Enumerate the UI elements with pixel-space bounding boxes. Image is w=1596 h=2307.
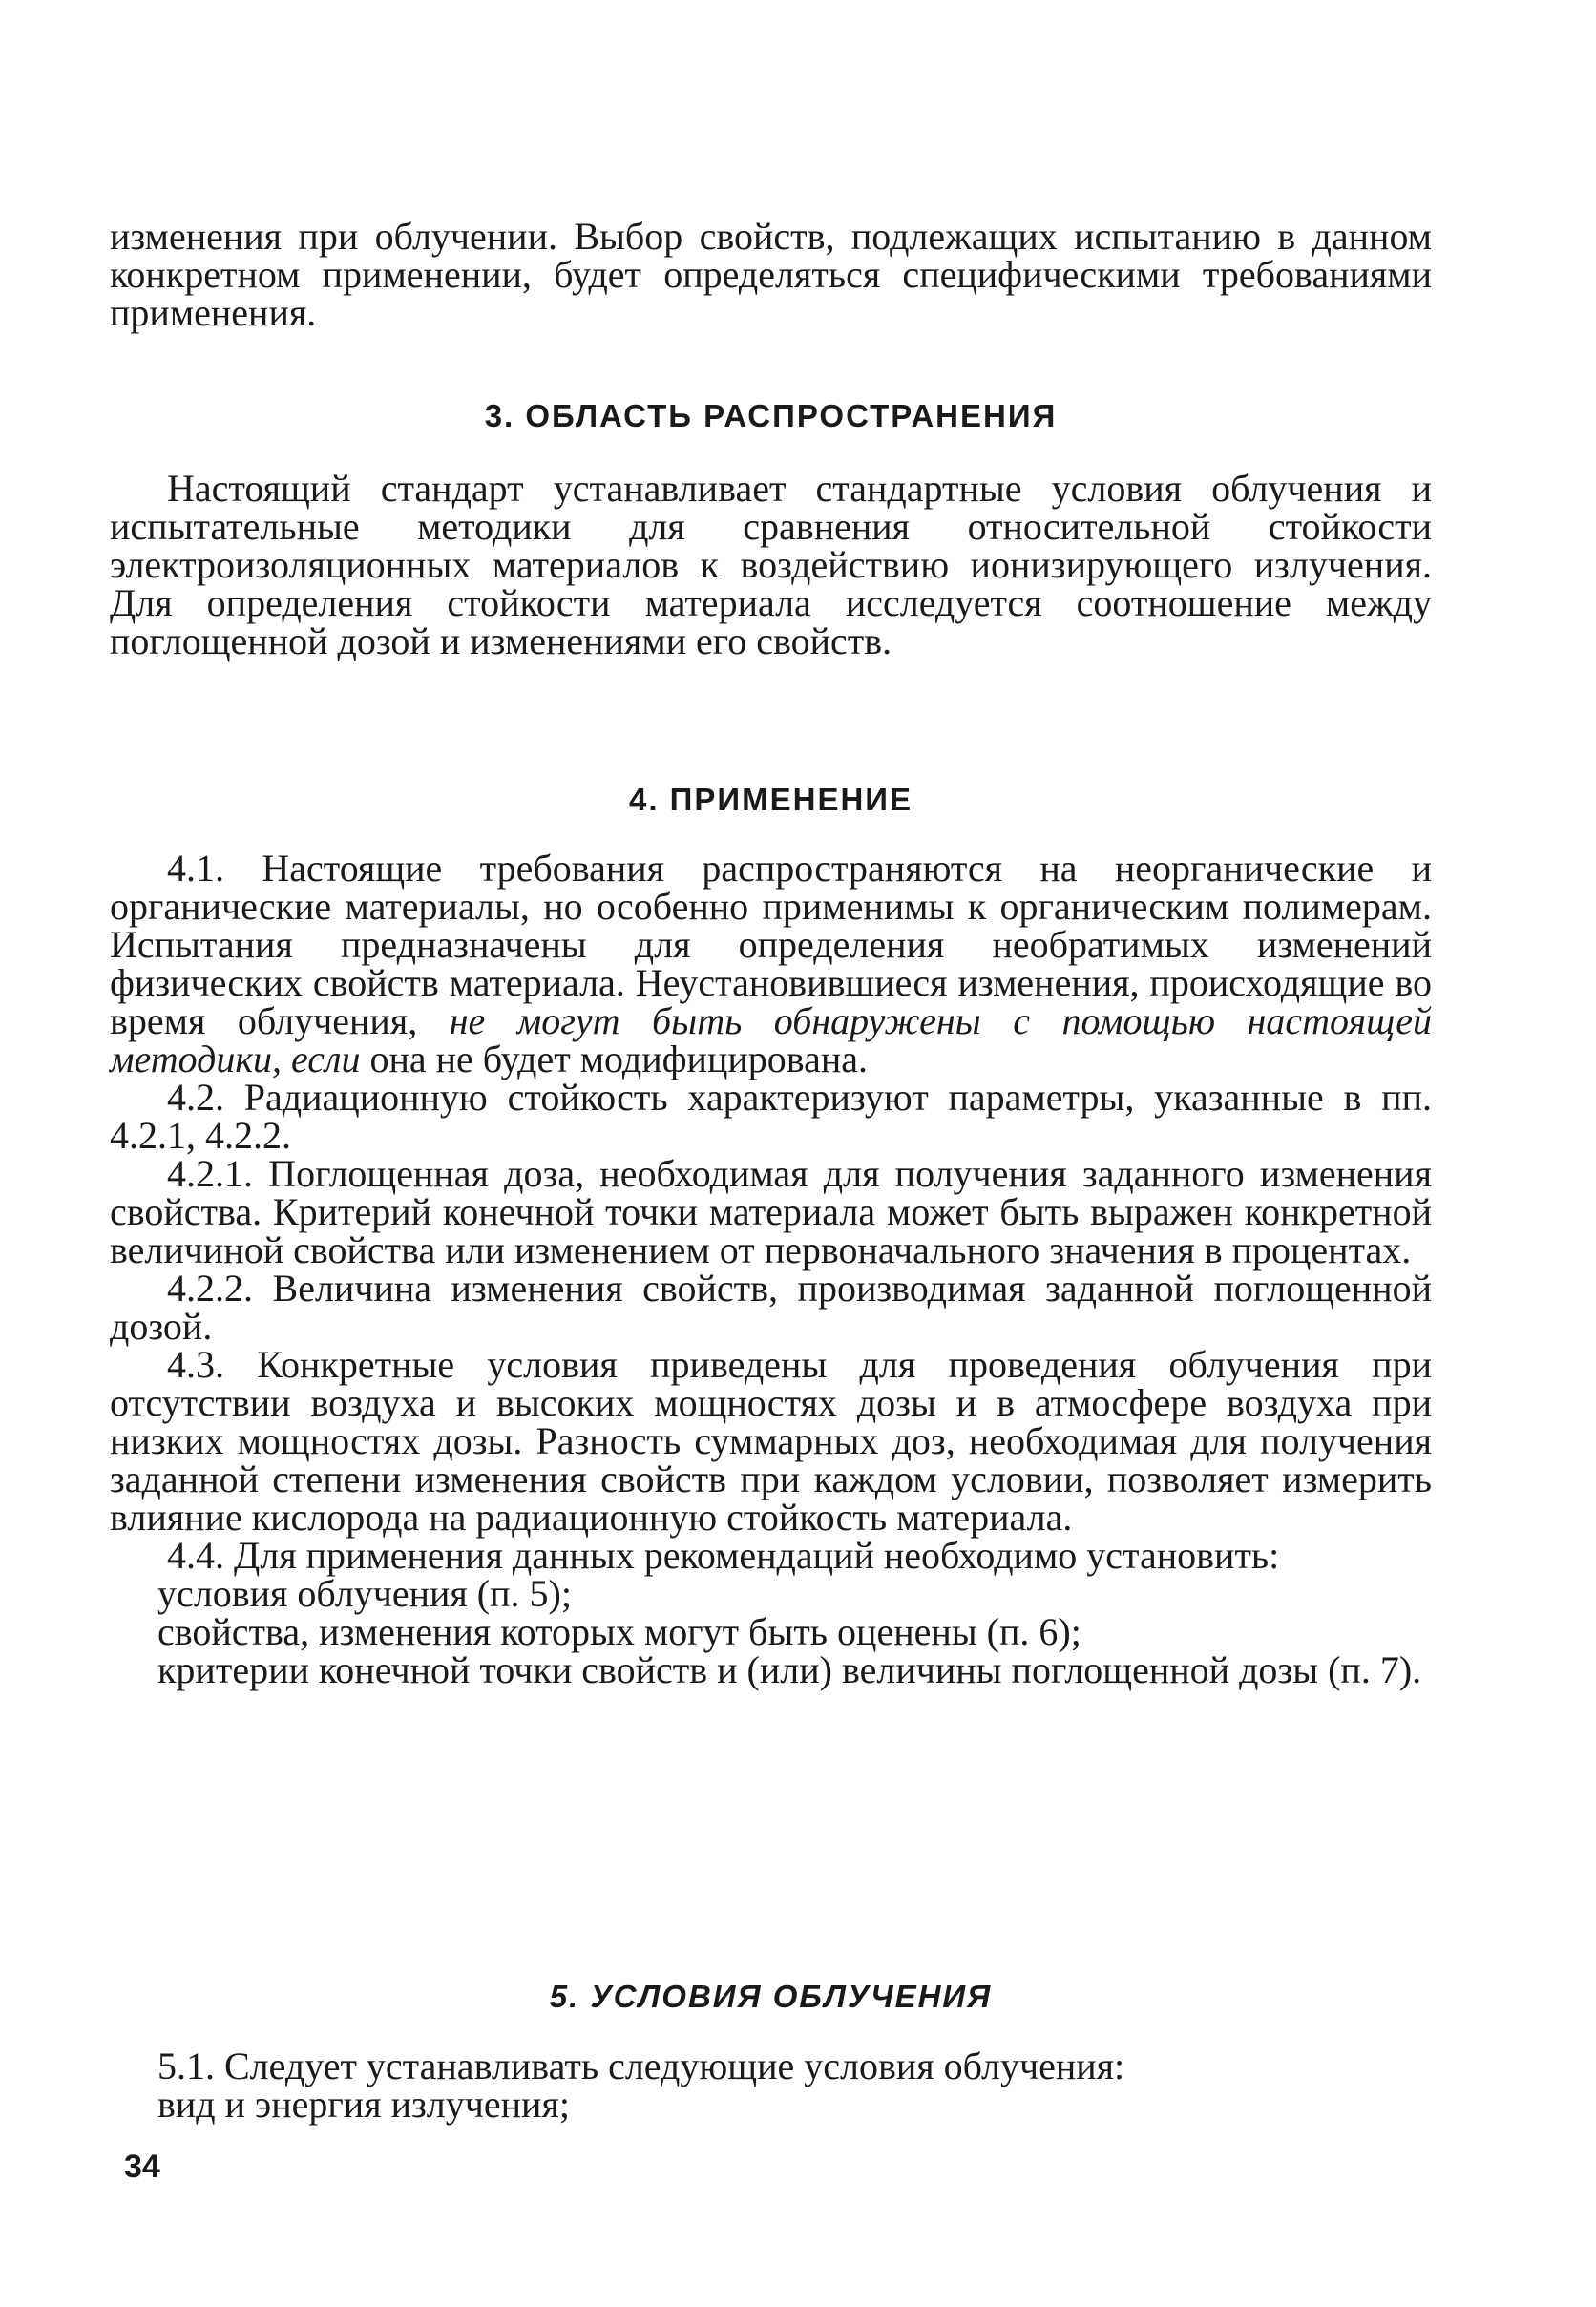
paragraph-4-2: 4.2. Радиационную стойкость характеризуют параметры, указанные в пп. 4.2.1, 4.2.2.	[110, 1076, 1432, 1157]
section-5-heading: 5. УСЛОВИЯ ОБЛУЧЕНИЯ	[549, 1979, 993, 2014]
paragraph-4-3: 4.3. Конкретные условия приведены для проведения облучения при отсутствии воздуха и высоких мощностях дозы и в атмосфере воздуха при низких мощностях дозы. Разность суммарных доз, необходимая для получения заданной степени изменения свойств при каждом условии, позволяет измерить влияние кислорода на радиационную стойкость материала.	[110, 1343, 1432, 1539]
section-4-heading: 4. ПРИМЕНЕНИЕ	[628, 782, 914, 817]
list-item-properties: свойства, изменения которых могут быть оценены (п. 6);	[158, 1610, 1082, 1653]
paragraph-5-1: 5.1. Следует устанавливать следующие условия облучения:	[158, 2045, 1125, 2087]
list-item-irradiation-conditions: условия облучения (п. 5);	[158, 1572, 572, 1615]
section-3-paragraph: Настоящий стандарт устанавливает стандартные условия облучения и испытательные методики для сравнения относительной стойкости электроизоляционных материалов к воздействию ионизирующего излучения. Для определения стойкости материала исследуется соотношение между поглощенной дозой и изменениями его свойств.	[110, 467, 1432, 662]
paragraph-4-1	[110, 849, 1432, 1079]
section-4-body	[110, 849, 1432, 1689]
paragraph-4-1-end: она не будет модифицирована.	[369, 1038, 869, 1080]
paragraph-4-1-italic: не могут быть обнаружены с помощью настоящей методики, если	[110, 999, 1433, 1080]
paragraph-4-4: 4.4. Для применения данных рекомендаций необходимо установить:	[167, 1534, 1280, 1577]
list-item-end-point-criteria: критерии конечной точки свойств и (или) величины поглощенной дозы (п. 7).	[158, 1648, 1422, 1691]
paragraph-4-1-main: 4.1. Настоящие требования распространяются на неорганические и органические материалы, но особенно применимы к органическим полимерам. Испытания предназначены для определения необратимых изменений физических свойств материала. Неустановившиеся изменения, происходящие во время облучения,	[110, 847, 1432, 1042]
intro-block	[110, 215, 1432, 334]
paragraph-4-2-2: 4.2.2. Величина изменения свойств, производимая заданной поглощенной дозой.	[110, 1267, 1432, 1348]
paragraph-4-2-1: 4.2.1. Поглощенная доза, необходимая для получения заданного изменения свойства. Критерий конечной точки материала может быть выражен конкретной величиной свойства или изменением от первоначального значения в процентах.	[110, 1152, 1432, 1271]
section-3-body	[110, 467, 1432, 662]
section-3-heading: 3. ОБЛАСТЬ РАСПРОСТРАНЕНИЯ	[484, 398, 1058, 433]
page-number: 34	[124, 2149, 160, 2185]
section-5-body	[110, 2047, 1432, 2124]
intro-paragraph: изменения при облучении. Выбор свойств, подлежащих испытанию в данном конкретном применении, будет определяться специфическими требованиями применения.	[110, 215, 1432, 334]
list-item-radiation-type: вид и энергия излучения;	[158, 2083, 570, 2126]
